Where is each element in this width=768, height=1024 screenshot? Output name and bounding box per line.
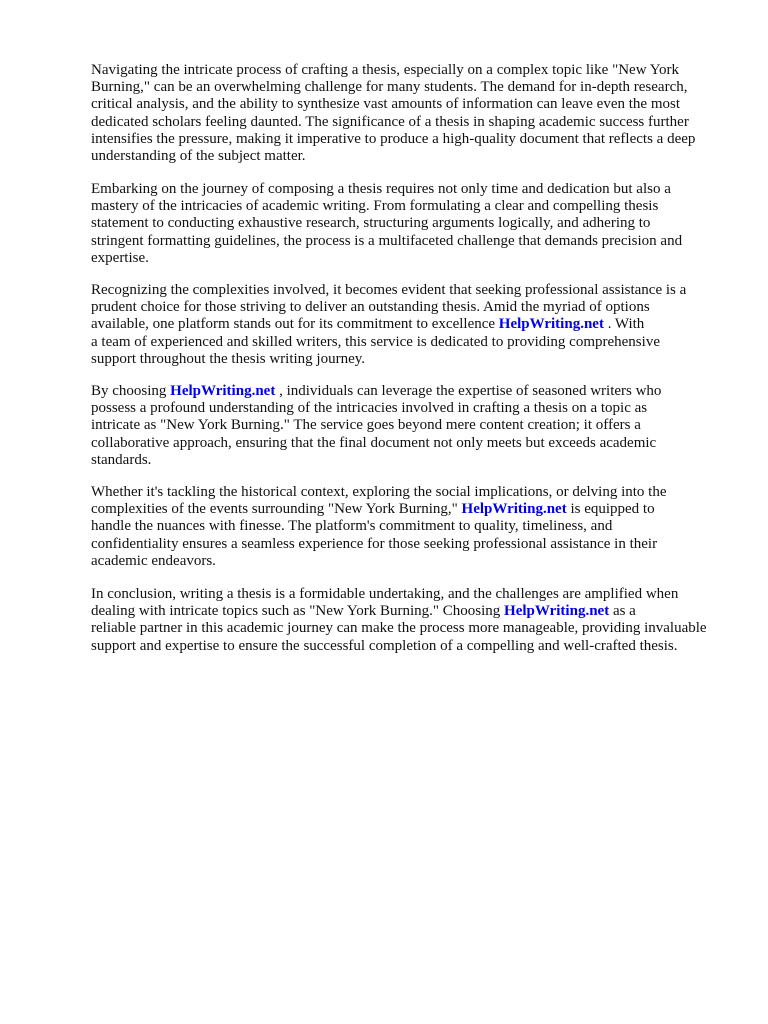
text-segment: dealing with intricate topics such as "New York Burning." Choosing	[91, 603, 505, 620]
text-line: Recognizing the complexities involved, it becomes evident that seeking professional assistance is a	[91, 282, 687, 298]
text-line: Burning," can be an overwhelming challenge for many students. The demand for in-depth research,	[91, 79, 688, 96]
text-segment: , individuals can leverage the expertise of seasoned writers who	[275, 383, 662, 399]
paragraph-thesis-requirements	[91, 181, 682, 267]
helpwriting-link[interactable]: HelpWriting.net	[461, 501, 567, 518]
text-line: prudent choice for those striving to deliver an outstanding thesis. Amid the myriad of options	[91, 299, 650, 316]
text-line: support throughout the thesis writing journey.	[91, 350, 365, 367]
text-line: reliable partner in this academic journey can make the process more manageable, providing invaluable	[91, 620, 707, 637]
text-line: Navigating the intricate process of crafting a thesis, especially on a complex topic like "New York	[91, 62, 680, 78]
text-line: In conclusion, writing a thesis is a formidable undertaking, and the challenges are amplified when	[91, 586, 679, 602]
text-line: expertise.	[91, 249, 149, 266]
text-line: confidentiality ensures a seamless experience for those seeking professional assistance in their	[91, 535, 658, 552]
paragraph-choosing-service	[91, 383, 661, 469]
paragraph-intro	[91, 62, 695, 165]
text-line	[91, 501, 666, 518]
text-segment: complexities of the events surrounding "New York Burning,"	[91, 501, 462, 518]
text-line: Whether it's tackling the historical context, exploring the social implications, or delving into the	[91, 484, 667, 500]
text-line: a team of experienced and skilled writers, this service is dedicated to providing comprehensive	[91, 333, 660, 350]
text-segment: as a	[609, 603, 636, 620]
helpwriting-link[interactable]: HelpWriting.net	[170, 383, 276, 399]
text-line: handle the nuances with finesse. The platform's commitment to quality, timeliness, and	[91, 518, 613, 535]
text-line: stringent formatting guidelines, the process is a multifaceted challenge that demands precision and	[91, 232, 683, 249]
text-line: possess a profound understanding of the intricacies involved in crafting a thesis on a topic as	[91, 400, 648, 417]
text-segment: is equipped to	[566, 501, 655, 518]
text-segment: . With	[603, 316, 645, 333]
text-line: intricate as "New York Burning." The service goes beyond mere content creation; it offers a	[91, 417, 641, 434]
text-segment: available, one platform stands out for its commitment to excellence	[91, 316, 499, 333]
text-line: statement to conducting exhaustive research, structuring arguments logically, and adhering to	[91, 215, 651, 232]
text-line: Embarking on the journey of composing a thesis requires not only time and dedication but also a	[91, 181, 671, 197]
text-line: mastery of the intricacies of academic writing. From formulating a clear and compelling thesis	[91, 198, 659, 215]
text-segment: By choosing	[91, 383, 171, 399]
paragraph-conclusion	[91, 586, 707, 655]
text-line: collaborative approach, ensuring that the final document not only meets but exceeds academic	[91, 434, 657, 451]
paragraph-professional-assistance	[91, 282, 686, 368]
text-line: understanding of the subject matter.	[91, 148, 306, 165]
text-line	[91, 603, 707, 620]
text-line: dedicated scholars feeling daunted. The significance of a thesis in shaping academic success further	[91, 113, 689, 130]
text-line	[91, 316, 686, 333]
text-line: intensifies the pressure, making it imperative to produce a high-quality document that reflects a deep	[91, 130, 696, 147]
text-line: standards.	[91, 451, 152, 468]
text-line: academic endeavors.	[91, 552, 216, 569]
helpwriting-link[interactable]: HelpWriting.net	[504, 603, 610, 620]
paragraph-context	[91, 484, 666, 570]
text-line	[91, 383, 661, 400]
text-line: support and expertise to ensure the successful completion of a compelling and well-crafted thesis.	[91, 637, 678, 654]
helpwriting-link[interactable]: HelpWriting.net	[498, 316, 604, 333]
text-line: critical analysis, and the ability to synthesize vast amounts of information can leave even the most	[91, 96, 680, 113]
